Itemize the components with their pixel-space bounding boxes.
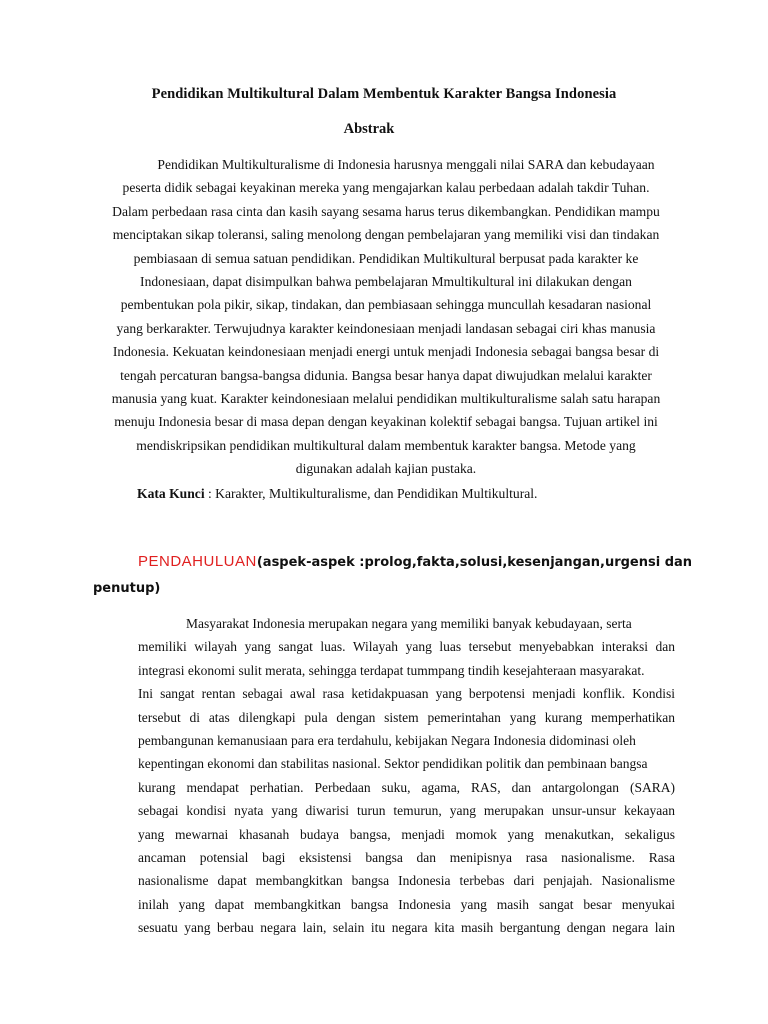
section-title: PENDAHULUAN: [138, 553, 257, 570]
abstract-line: tengah percaturan bangsa-bangsa didunia. Bangsa besar hanya dapat diwujudkan melalui karakter: [120, 367, 652, 383]
intro-line: integrasi ekonomi sulit merata, sehingga terdapat tummpang tindih kesejahteraan masyarakat.: [138, 662, 645, 678]
abstract-line: pembiasaan di semua satuan pendidikan. Pendidikan Multikultural berpusat pada karakter ke: [133, 250, 639, 266]
abstract-line: pembentukan pola pikir, sikap, tindakan, dan pembiasaan sehingga muncullah kesadaran nasional: [120, 297, 652, 313]
intro-line: Masyarakat Indonesia merupakan negara yang memiliki banyak kebudayaan, serta: [186, 616, 632, 631]
intro-line: kepentingan ekonomi dan stabilitas nasional. Sektor pendidikan politik dan pembinaan bangsa: [138, 756, 648, 772]
abstract-line: Dalam perbedaan rasa cinta dan kasih sayang sesama harus terus dikembangkan. Pendidikan mampu: [112, 203, 660, 219]
intro-line: sebagai kondisi nyata yang diwarisi turun temurun, yang merupakan unsur-unsur kekayaan: [138, 803, 675, 819]
abstract-line: menuju Indonesia besar di masa depan dengan keyakinan kolektif sebagai bangsa. Tujuan artikel ini: [114, 414, 658, 430]
intro-line: nasionalisme dapat membangkitkan bangsa Indonesia terbebas dari penjajah. Nasionalisme: [138, 873, 675, 889]
keywords-label: Kata Kunci: [137, 486, 205, 501]
abstract-line: Indonesia. Kekuatan keindonesiaan menjadi energi untuk menjadi Indonesia sebagai bangsa besar di: [112, 344, 660, 360]
abstract-line: manusia yang kuat. Karakter keindonesiaan melalui pendidikan multikulturalisme salah satu harapan: [111, 391, 661, 407]
intro-line: inilah yang dapat membangkitkan bangsa Indonesia yang masih sangat besar menyukai: [138, 896, 675, 912]
document-title: Pendidikan Multikultural Dalam Membentuk Karakter Bangsa Indonesia: [151, 86, 617, 102]
intro-line: sesuatu yang berbau negara lain, selain itu negara kita masih bergantung dengan negara lain: [138, 920, 675, 936]
introduction-body: [138, 612, 675, 939]
section-note: (aspek-aspek :prolog,fakta,solusi,kesenjangan,urgensi dan: [256, 555, 693, 570]
abstract-heading: Abstrak: [343, 121, 395, 137]
keywords-text: : Karakter, Multikulturalisme, dan Pendidikan Multikultural.: [204, 486, 538, 501]
keywords: [137, 486, 537, 502]
intro-line: pembangunan kemanusiaan para era terdahulu, kebijakan Negara Indonesia didominasi oleh: [138, 732, 636, 748]
intro-line: memiliki wilayah yang sangat luas. Wilayah yang luas tersebut menyebabkan interaksi dan: [138, 639, 675, 655]
intro-line: Ini sangat rentan sebagai awal rasa ketidakpuasan yang berpotensi menjadi konflik. Kondisi: [138, 686, 675, 702]
intro-line: tersebut di atas dilengkapi pula dengan sistem pemerintahan yang kurang memperhatikan: [138, 709, 675, 725]
abstract-line: yang berkarakter. Terwujudnya karakter keindonesiaan menjadi landasan sebagai ciri khas manusia: [116, 320, 656, 336]
intro-line: yang mewarnai khasanah budaya bangsa, menjadi momok yang menakutkan, sekaligus: [138, 826, 675, 842]
abstract-line: digunakan adalah kajian pustaka.: [295, 461, 477, 477]
abstract-line: peserta didik sebagai keyakinan mereka yang mengajarkan kalau perbedaan adalah takdir Tuhan.: [122, 180, 650, 196]
section-note-continued: penutup): [93, 581, 161, 596]
abstract-line: Indonesiaan, dapat disimpulkan bahwa pembelajaran Mmultikultural ini dilakukan dengan: [140, 274, 632, 290]
section-heading: [138, 553, 698, 571]
intro-line: kurang mendapat perhatian. Perbedaan suku, agama, RAS, dan antargolongan (SARA): [138, 779, 675, 795]
abstract-line: mendiskripsikan pendidikan multikultural dalam membentuk karakter bangsa. Metode yang: [136, 437, 636, 453]
abstract-body: [90, 153, 682, 481]
abstract-line: Pendidikan Multikulturalisme di Indonesia harusnya menggali nilai SARA dan kebudayaan: [157, 157, 655, 172]
intro-line: ancaman potensial bagi eksistensi bangsa dan menipisnya rasa nasionalisme. Rasa: [138, 849, 675, 865]
abstract-line: menciptakan sikap toleransi, saling menolong dengan pembelajaran yang memiliki visi dan tindakan: [112, 227, 660, 243]
